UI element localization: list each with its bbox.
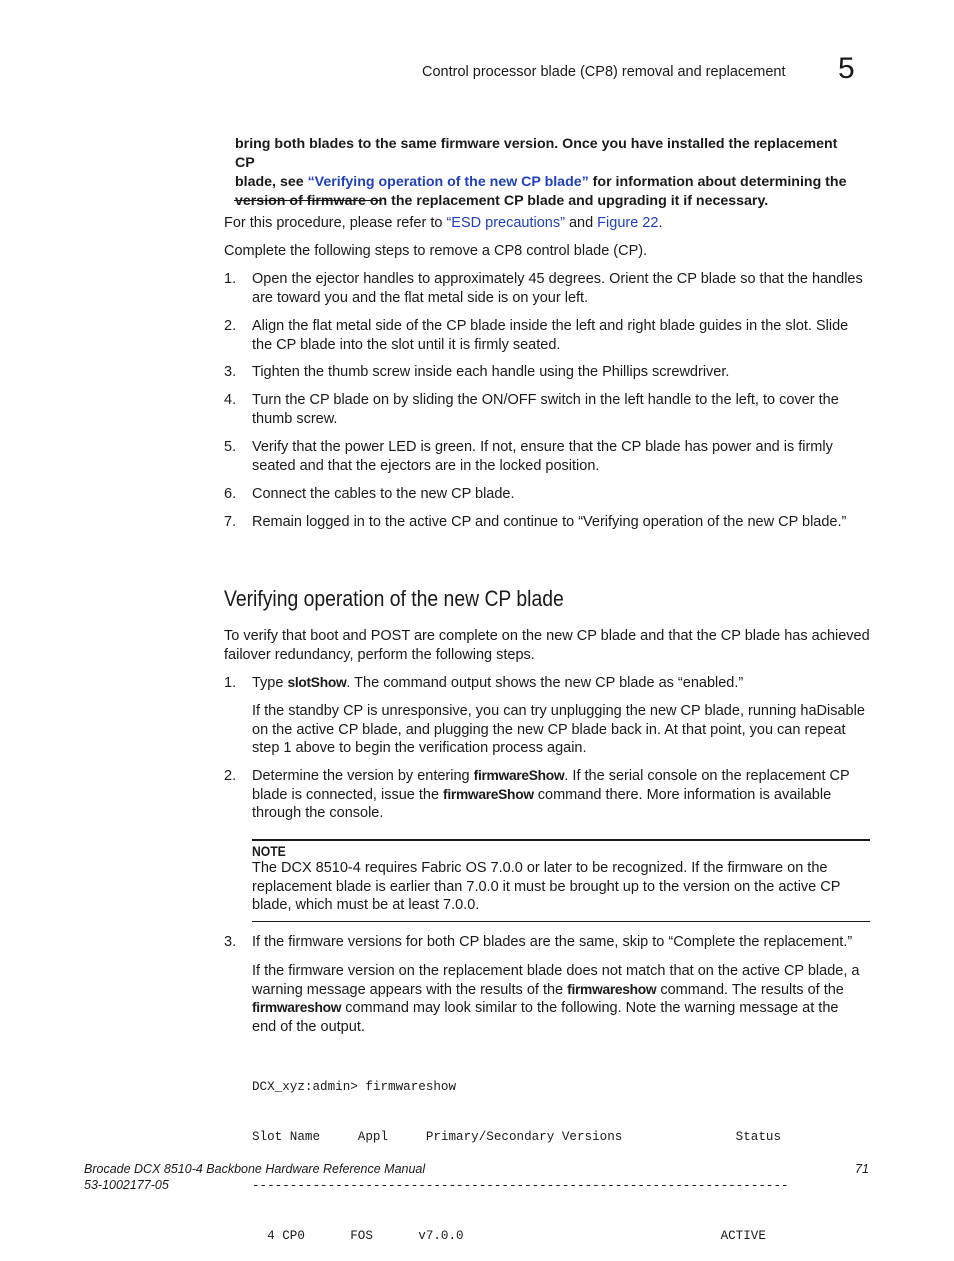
standby-cp-paragraph [252, 702, 882, 758]
section-intro-line: failover redundancy, perform the following steps. [224, 646, 535, 663]
paragraph-line: If the firmware version on the replacement blade does not match that on the active CP blade, a [252, 963, 860, 979]
procedure-reference [224, 214, 662, 233]
section-intro-line: To verify that boot and POST are complete on the new CP blade and that the CP blade has achieved [224, 628, 870, 644]
note-bottom-rule [252, 921, 870, 922]
note-label: NOTE [252, 844, 286, 859]
esd-precautions-link[interactable]: “ESD precautions” [446, 215, 565, 231]
step-text: Align the flat metal side of the CP blade inside the left and right blade guides in the slot. Slide [252, 318, 849, 334]
step-text: thumb screw. [252, 410, 338, 427]
step-text: Open the ejector handles to approximately 45 degrees. Orient the CP blade so that the handles [252, 271, 863, 287]
step-number: 2. [224, 768, 237, 784]
note-top-rule [252, 839, 870, 841]
step-text: are toward you and the flat metal side is on your left. [252, 289, 589, 306]
caution-end-rule [234, 200, 382, 201]
running-header-title: Control processor blade (CP8) removal and replacement [422, 64, 786, 80]
verify-section-link[interactable]: “Verifying operation of the new CP blade” [307, 174, 589, 190]
paragraph-line: step 1 above to begin the verification process again. [252, 740, 587, 756]
firmwareshow-command: firmwareShow [443, 786, 534, 802]
step-number: 2. [224, 318, 237, 334]
section-title: Verifying operation of the new CP blade [224, 586, 564, 611]
step-number: 7. [224, 514, 237, 530]
caution-line [235, 173, 855, 192]
step-number: 5. [224, 439, 237, 455]
step-number: 1. [224, 675, 237, 691]
firmwareshow-command: firmwareshow [252, 1000, 342, 1015]
step-number: 3. [224, 364, 237, 380]
firmwareshow-command: firmwareshow [567, 981, 657, 997]
step-text: Tighten the thumb screw inside each handle using the Phillips screwdriver. [252, 364, 730, 380]
paragraph-text: warning message appears with the results of the [252, 981, 568, 998]
paragraph-line: If the standby CP is unresponsive, you can try unplugging the new CP blade, running haDisable [252, 703, 865, 719]
reference-text: For this procedure, please refer to [224, 215, 447, 231]
step-text: Verify that the power LED is green. If not, ensure that the CP blade has power and is firmly [252, 439, 833, 455]
step-number: 3. [224, 934, 237, 950]
step-number: 4. [224, 392, 237, 408]
step-number: 1. [224, 271, 237, 287]
code-line: Slot Name Appl Primary/Secondary Versions Status [252, 1129, 782, 1144]
reference-text: and [564, 215, 598, 231]
chapter-number: 5 [838, 52, 855, 85]
code-line: DCX_xyz:admin> firmwareshow [252, 1080, 457, 1094]
page-number: 71 [855, 1162, 869, 1176]
firmwareshow-command: firmwareShow [473, 768, 565, 783]
caution-text: blade, see [235, 174, 308, 190]
step-text: Type [252, 675, 288, 691]
step-text: . The command output shows the new CP blade as “enabled.” [346, 675, 744, 691]
slotshow-command: slotShow [287, 675, 347, 690]
note-line: blade, which must be at least 7.0.0. [252, 897, 480, 913]
step-text: seated and that the ejectors are in the locked position. [252, 457, 600, 474]
code-line: 4 CP0 FOS v7.0.0 ACTIVE [252, 1228, 766, 1243]
paragraph-text: command. The results of the [656, 981, 844, 998]
code-line: ----------------------------------------------------------------------- [252, 1179, 789, 1193]
note-body [252, 859, 870, 915]
reference-text: . [658, 215, 663, 231]
firmware-mismatch-paragraph [252, 962, 882, 1036]
note-line: replacement blade is earlier than 7.0.0 it must be brought up to the version on the active CP [252, 878, 841, 895]
step-text: the CP blade into the slot until it is firmly seated. [252, 336, 561, 353]
step-text: through the console. [252, 805, 384, 821]
step-text: Connect the cables to the new CP blade. [252, 486, 515, 502]
section-intro [224, 627, 884, 664]
step-text: . If the serial console on the replacement CP [564, 768, 850, 784]
step-number: 6. [224, 486, 237, 502]
caution-line: bring both blades to the same firmware version. Once you have installed the replacement CP [235, 136, 838, 171]
footer-document-number: 53-1002177-05 [84, 1178, 169, 1192]
caution-text: for information about determining the [588, 174, 847, 190]
code-sample [252, 1046, 789, 1261]
step-text: If the firmware versions for both CP blades are the same, skip to “Complete the replacement.” [252, 934, 853, 950]
paragraph-line: on the active CP blade, and plugging the new CP blade back in. At that point, you can repeat [252, 721, 846, 738]
paragraph-line: end of the output. [252, 1018, 365, 1035]
step-text: command there. More information is available [533, 786, 832, 803]
steps-intro: Complete the following steps to remove a CP8 control blade (CP). [224, 243, 648, 259]
caution-line: version of firmware on the replacement CP blade and upgrading it if necessary. [235, 193, 769, 209]
step-text: Turn the CP blade on by sliding the ON/OFF switch in the left handle to the left, to cover the [252, 392, 839, 408]
step-text: Determine the version by entering [252, 768, 474, 784]
step-text: blade is connected, issue the [252, 786, 444, 803]
paragraph-text: command may look similar to the following. Note the warning message at the [341, 1000, 839, 1016]
footer-manual-title: Brocade DCX 8510-4 Backbone Hardware Reference Manual [84, 1162, 426, 1176]
figure-22-link[interactable]: Figure 22 [597, 215, 659, 231]
note-line: The DCX 8510-4 requires Fabric OS 7.0.0 or later to be recognized. If the firmware on the [252, 860, 828, 876]
step-text: Remain logged in to the active CP and continue to “Verifying operation of the new CP blade.” [252, 514, 847, 530]
